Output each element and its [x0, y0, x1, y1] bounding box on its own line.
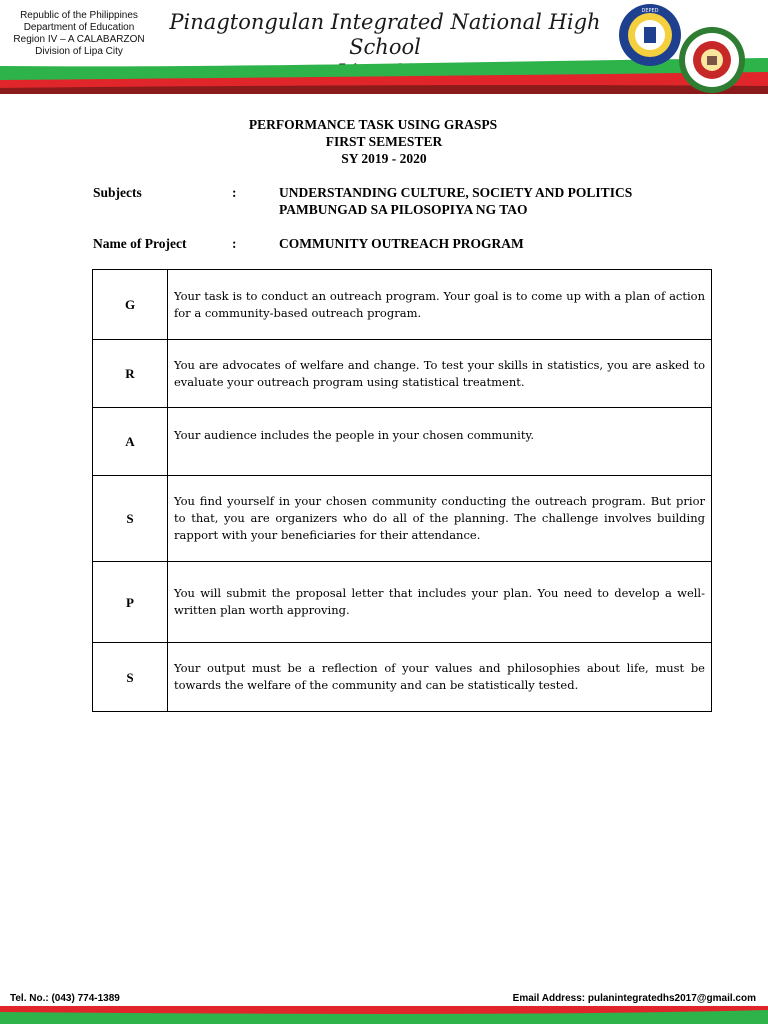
subjects-value: [279, 184, 632, 218]
grasps-letter: A: [93, 408, 168, 476]
grasps-description: Your output must be a reflection of your values and philosophies about life, must be towards the welfare of the community and can be statistically tested.: [168, 643, 712, 712]
grasps-description: Your task is to conduct an outreach program. Your goal is to come up with a plan of action for a community-based outreach program.: [168, 270, 712, 340]
grasps-description: You find yourself in your chosen community conducting the outreach program. But prior to that, you are organizers who do all of the planning. The challenge involves building rapport with your beneficiaries for their attendance.: [168, 476, 712, 562]
document-title: [0, 116, 768, 167]
agency-line: Department of Education: [23, 22, 135, 33]
svg-text:DEPED: DEPED: [641, 8, 659, 14]
subjects-colon: :: [232, 185, 237, 200]
grasps-description: Your audience includes the people in your chosen community.: [168, 408, 712, 476]
semester-line: FIRST SEMESTER: [325, 134, 443, 149]
agency-line: Republic of the Philippines: [20, 10, 138, 21]
table-row: [93, 562, 712, 643]
table-row: [93, 408, 712, 476]
agency-line: Region IV – A CALABARZON: [13, 34, 145, 45]
table-row: [93, 643, 712, 712]
project-colon: :: [232, 236, 237, 251]
agency-block: [4, 10, 154, 58]
subjects-label: Subjects: [93, 185, 142, 200]
project-label: Name of Project: [93, 236, 187, 251]
grasps-letter: R: [93, 340, 168, 408]
school-year-line: SY 2019 - 2020: [341, 151, 427, 166]
subject-item: PAMBUNGAD SA PILOSOPIYA NG TAO: [279, 202, 528, 217]
grasps-letter: G: [93, 270, 168, 340]
school-name: Pinagtongulan Integrated National High School: [169, 10, 601, 59]
footer-email: Email Address: pulanintegratedhs2017@gmail.com: [512, 993, 756, 1004]
deped-seal-icon: [618, 3, 682, 67]
footer-band: [0, 1004, 768, 1024]
agency-line: Division of Lipa City: [35, 46, 123, 57]
table-row: [93, 476, 712, 562]
table-row: [93, 340, 712, 408]
grasps-description: You will submit the proposal letter that includes your plan. You need to develop a well-written plan worth approving.: [168, 562, 712, 643]
grasps-letter: P: [93, 562, 168, 643]
school-seal-icon: [678, 26, 746, 94]
subject-item: UNDERSTANDING CULTURE, SOCIETY AND POLITICS: [279, 185, 633, 200]
project-value: COMMUNITY OUTREACH PROGRAM: [279, 236, 524, 251]
grasps-letter: S: [93, 643, 168, 712]
grasps-description: You are advocates of welfare and change. To test your skills in statistics, you are asked to evaluate your outreach program using statistical treatment.: [168, 340, 712, 408]
table-row: [93, 270, 712, 340]
grasps-table: [92, 269, 712, 712]
grasps-letter: S: [93, 476, 168, 562]
footer-telephone: Tel. No.: (043) 774-1389: [10, 993, 120, 1004]
title-line: PERFORMANCE TASK USING GRASPS: [248, 117, 498, 132]
